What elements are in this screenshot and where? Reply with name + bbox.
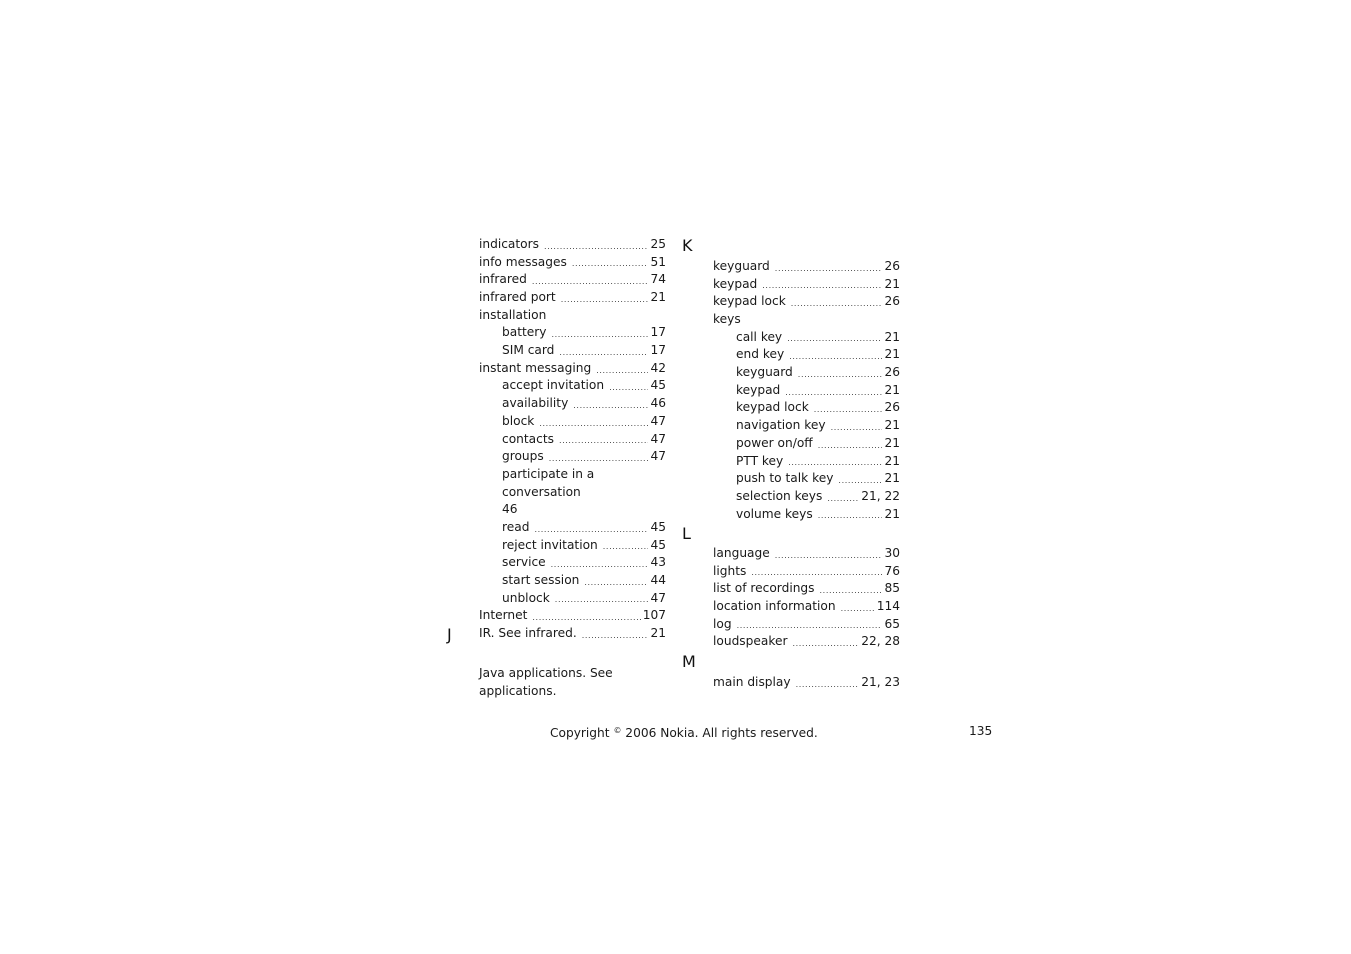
index-entry <box>479 271 666 289</box>
leader-dots <box>796 678 860 692</box>
index-term: list of recordings <box>713 581 815 596</box>
index-page: 17 <box>650 325 666 340</box>
index-term: selection keys <box>736 488 823 503</box>
index-page: 46 <box>650 396 666 411</box>
index-term: PTT key <box>736 453 784 468</box>
leader-dots <box>572 257 649 271</box>
index-page: 47 <box>650 431 666 446</box>
leader-dots <box>818 509 883 523</box>
index-term: language <box>713 545 770 560</box>
index-term: service <box>502 555 546 570</box>
leader-dots <box>551 328 648 342</box>
index-term: call key <box>736 329 783 344</box>
index-subentry <box>713 417 900 435</box>
index-subentry <box>479 554 666 572</box>
index-entry <box>713 563 900 581</box>
index-subentry <box>713 400 900 418</box>
index-subentry <box>713 364 900 382</box>
index-page: 65 <box>884 616 900 631</box>
index-term: log <box>713 616 732 631</box>
index-page: 45 <box>650 378 666 393</box>
leader-dots <box>573 399 648 413</box>
index-term: lights <box>713 563 747 578</box>
index-entry <box>713 598 900 616</box>
index-entry <box>479 607 666 625</box>
leader-dots <box>539 417 648 431</box>
index-term: availability <box>502 396 569 411</box>
index-subentry <box>479 342 666 360</box>
index-entry <box>479 236 666 254</box>
index-column-right-k <box>713 258 900 523</box>
index-page: 21 <box>884 453 900 468</box>
leader-dots <box>544 240 648 254</box>
index-page: 51 <box>650 254 666 269</box>
leader-dots <box>838 474 882 488</box>
index-page: 21 <box>884 276 900 291</box>
index-page: 85 <box>884 581 900 596</box>
index-page: 21, 22 <box>861 488 900 503</box>
index-term: accept invitation <box>502 378 605 393</box>
index-subentry <box>713 346 900 364</box>
index-page: 47 <box>650 449 666 464</box>
index-term: Internet <box>479 608 528 623</box>
index-term: start session <box>502 573 580 588</box>
index-term: battery <box>502 325 547 340</box>
copyright-footer <box>550 722 818 742</box>
index-term: infrared <box>479 272 527 287</box>
leader-dots <box>551 558 649 572</box>
leader-dots <box>775 549 883 563</box>
index-page: 21 <box>884 435 900 450</box>
index-term: keys <box>713 312 741 327</box>
index-entry <box>713 580 900 598</box>
leader-dots <box>789 350 882 364</box>
leader-dots <box>737 619 883 633</box>
index-page: 46 <box>502 502 518 517</box>
index-term: keyguard <box>713 258 770 273</box>
index-page: 47 <box>650 590 666 605</box>
leader-dots <box>793 637 860 651</box>
index-page: 42 <box>650 360 666 375</box>
section-letter-l: L <box>682 524 691 543</box>
index-page: 26 <box>884 400 900 415</box>
index-page: 21 <box>884 418 900 433</box>
leader-dots <box>596 364 648 378</box>
index-subentry <box>713 435 900 453</box>
index-subentry <box>713 470 900 488</box>
index-entry <box>479 254 666 272</box>
index-page: 21 <box>884 382 900 397</box>
index-term: keyguard <box>736 365 793 380</box>
index-subentry-wrapped <box>479 466 666 519</box>
leader-dots <box>775 262 883 276</box>
leader-dots <box>791 297 883 311</box>
leader-dots <box>559 346 648 360</box>
index-subentry <box>479 431 666 449</box>
index-entry <box>479 360 666 378</box>
leader-dots <box>609 381 648 395</box>
index-term: IR. See infrared. <box>479 626 577 641</box>
index-subentry <box>479 324 666 342</box>
index-entry-wrapped <box>479 665 666 700</box>
index-page: 44 <box>650 573 666 588</box>
index-page: 21 <box>650 290 666 305</box>
section-letter-j: J <box>447 625 452 644</box>
index-heading-entry <box>479 307 666 325</box>
leader-dots <box>831 421 883 435</box>
index-term: volume keys <box>736 506 813 521</box>
leader-dots <box>603 540 649 554</box>
index-subentry <box>479 378 666 396</box>
index-page: 45 <box>650 537 666 552</box>
index-subentry <box>479 395 666 413</box>
leader-dots <box>561 293 649 307</box>
index-subentry <box>479 448 666 466</box>
index-page: 114 <box>876 599 900 614</box>
index-subentry <box>713 488 900 506</box>
index-entry <box>713 633 900 651</box>
index-term: groups <box>502 449 544 464</box>
index-page: 21 <box>884 347 900 362</box>
index-term: keypad lock <box>713 294 786 309</box>
index-entry <box>479 289 666 307</box>
index-term: contacts <box>502 431 554 446</box>
index-entry <box>713 616 900 634</box>
leader-dots <box>814 403 883 417</box>
index-subentry <box>479 519 666 537</box>
index-term: main display <box>713 674 791 689</box>
index-entry <box>479 625 666 643</box>
copyright-suffix: 2006 Nokia. All rights reserved. <box>621 726 818 740</box>
index-page: 21 <box>650 626 666 641</box>
index-term: instant messaging <box>479 360 592 375</box>
leader-dots <box>534 523 648 537</box>
index-entry <box>713 545 900 563</box>
index-page: 45 <box>650 520 666 535</box>
index-term: keypad <box>713 276 758 291</box>
leader-dots <box>582 629 649 643</box>
index-subentry <box>713 453 900 471</box>
index-subentry <box>479 413 666 431</box>
index-page: 107 <box>642 608 666 623</box>
index-entry <box>713 674 900 692</box>
index-term: loudspeaker <box>713 634 788 649</box>
index-term: keypad lock <box>736 400 809 415</box>
index-page: 21 <box>884 506 900 521</box>
index-page: 17 <box>650 343 666 358</box>
index-term: Java applications. See applications. <box>479 665 613 698</box>
leader-dots <box>820 584 883 598</box>
leader-dots <box>785 386 882 400</box>
index-page: 26 <box>884 365 900 380</box>
index-page: 30 <box>884 545 900 560</box>
index-column-right-l <box>713 545 900 651</box>
leader-dots <box>549 452 649 466</box>
index-subentry <box>479 572 666 590</box>
leader-dots <box>762 279 882 293</box>
leader-dots <box>841 602 875 616</box>
leader-dots <box>555 593 649 607</box>
index-subentry <box>713 506 900 524</box>
section-letter-k: K <box>682 236 693 255</box>
index-term: reject invitation <box>502 537 598 552</box>
index-subentry <box>713 382 900 400</box>
leader-dots <box>532 275 649 289</box>
section-letter-m: M <box>682 652 696 671</box>
leader-dots <box>559 434 649 448</box>
index-subentry <box>479 537 666 555</box>
index-page: 76 <box>884 563 900 578</box>
index-page: 47 <box>650 413 666 428</box>
index-subentry <box>713 329 900 347</box>
index-page: 21 <box>884 329 900 344</box>
index-term: read <box>502 520 530 535</box>
index-term: participate in a conversation <box>502 466 595 499</box>
index-entry <box>713 276 900 294</box>
leader-dots <box>532 611 640 625</box>
copyright-prefix: Copyright <box>550 726 614 740</box>
index-page: 21, 23 <box>861 674 900 689</box>
index-term: infrared port <box>479 290 556 305</box>
leader-dots <box>787 332 882 346</box>
index-term: push to talk key <box>736 471 834 486</box>
index-term: installation <box>479 307 547 322</box>
index-page: 22, 28 <box>861 634 900 649</box>
index-page: 21 <box>884 471 900 486</box>
index-entry <box>713 258 900 276</box>
index-term: SIM card <box>502 343 555 358</box>
index-subentry <box>479 590 666 608</box>
leader-dots <box>584 576 648 590</box>
copyright-symbol: © <box>613 726 622 735</box>
leader-dots <box>751 566 882 580</box>
index-page: 43 <box>650 555 666 570</box>
index-page: 25 <box>650 236 666 251</box>
leader-dots <box>818 439 883 453</box>
index-term: location information <box>713 599 836 614</box>
leader-dots <box>798 368 883 382</box>
page-number: 135 <box>969 724 993 738</box>
index-column-left <box>479 236 666 700</box>
index-page: 74 <box>650 272 666 287</box>
index-page: 26 <box>884 258 900 273</box>
index-term: unblock <box>502 590 550 605</box>
leader-dots <box>827 492 859 506</box>
index-term: indicators <box>479 236 539 251</box>
index-column-right-m <box>713 674 900 692</box>
index-page: 26 <box>884 294 900 309</box>
index-term: block <box>502 413 535 428</box>
index-term: info messages <box>479 254 567 269</box>
index-term: power on/off <box>736 435 813 450</box>
index-entry <box>713 293 900 311</box>
index-term: keypad <box>736 382 781 397</box>
index-term: end key <box>736 347 785 362</box>
index-heading-entry <box>713 311 900 329</box>
leader-dots <box>788 456 882 470</box>
index-term: navigation key <box>736 418 826 433</box>
